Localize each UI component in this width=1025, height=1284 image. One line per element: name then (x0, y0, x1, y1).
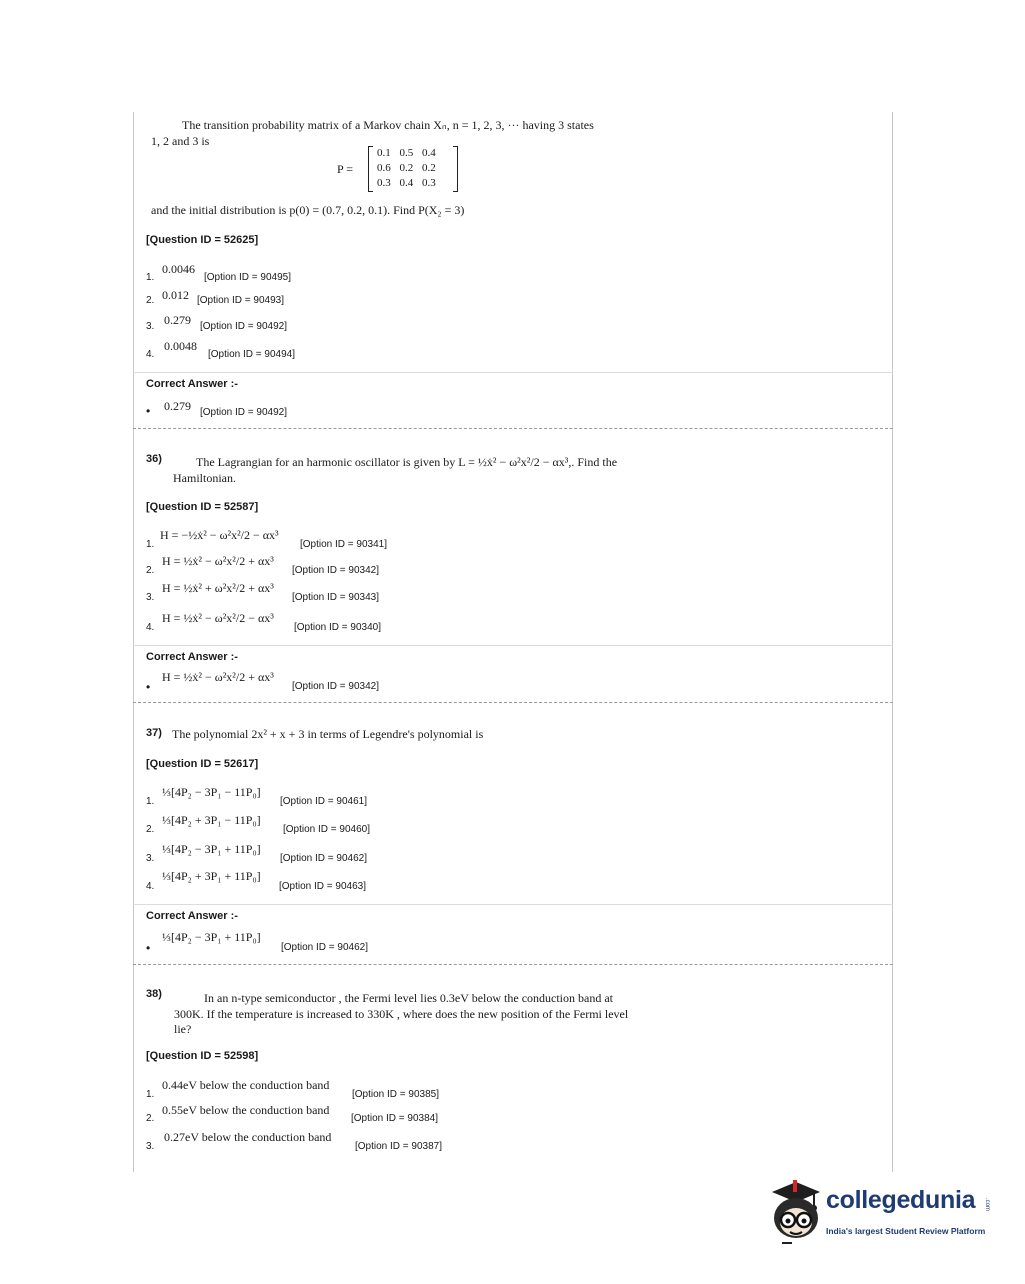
option-value: ⅓[4P₂ + 3P₁ + 11P₀] (162, 869, 261, 883)
option-value: ⅓[4P₂ − 3P₁ − 11P₀] (162, 785, 261, 799)
option-number: 3. (146, 321, 155, 332)
q36-separator-dashed (133, 702, 893, 703)
option-id: [Option ID = 90463] (279, 881, 367, 892)
q35-question-id: [Question ID = 52625] (146, 234, 259, 246)
q35-matrix-row-3: 0.3 0.4 0.3 (377, 177, 436, 189)
option-number: 2. (146, 295, 155, 306)
answer-value: ⅓[4P₂ − 3P₁ + 11P₀] (162, 930, 261, 944)
q37-separator-solid (133, 904, 893, 905)
option-id: [Option ID = 90342] (292, 565, 380, 576)
option-value: ⅓[4P₂ + 3P₁ − 11P₀] (162, 813, 261, 827)
option-value: 0.27eV below the conduction band (164, 1130, 332, 1144)
option-number: 3. (146, 592, 155, 603)
answer-value: 0.279 (164, 399, 191, 413)
option-number: 1. (146, 539, 155, 550)
q35-matrix-row-1: 0.1 0.5 0.4 (377, 147, 436, 159)
option-id: [Option ID = 90494] (208, 349, 296, 360)
option-id: [Option ID = 90343] (292, 592, 380, 603)
option-id: [Option ID = 90493] (197, 295, 285, 306)
q38-text-line2: 300K. If the temperature is increased to 330K , where does the new position of the Fermi level (174, 1007, 629, 1021)
q35-text-line1: The transition probability matrix of a Markov chain Xₙ, n = 1, 2, 3, ··· having 3 states (182, 118, 594, 132)
q35-separator-dashed (133, 428, 893, 429)
bullet-icon: • (146, 404, 151, 418)
collegedunia-logo[interactable] (766, 1176, 996, 1248)
logo-com: .com (984, 1198, 990, 1212)
option-id: [Option ID = 90340] (294, 622, 382, 633)
option-number: 3. (146, 1141, 155, 1152)
page-frame-right (892, 112, 893, 1172)
q36-separator-solid (133, 645, 893, 646)
option-id: [Option ID = 90461] (280, 796, 368, 807)
mascot-icon (766, 1176, 826, 1248)
option-value: H = ½ẋ² − ω²x²/2 + αx³ (162, 554, 274, 568)
option-value: 0.279 (164, 313, 191, 327)
q36-text-line2: Hamiltonian. (173, 471, 236, 485)
q35-matrix-label: P = (337, 162, 353, 176)
bullet-icon: • (146, 680, 151, 694)
option-number: 3. (146, 853, 155, 864)
option-number: 1. (146, 1089, 155, 1100)
option-value: H = ½ẋ² − ω²x²/2 − αx³ (162, 611, 274, 625)
option-value: 0.0048 (164, 339, 197, 353)
q35-matrix (368, 146, 458, 192)
option-number: 2. (146, 824, 155, 835)
page-frame-left (133, 112, 134, 1172)
option-value: 0.012 (162, 288, 189, 302)
option-value: 0.44eV below the conduction band (162, 1078, 330, 1092)
option-id: [Option ID = 90341] (300, 539, 388, 550)
logo-tagline: India's largest Student Review Platform (826, 1226, 986, 1236)
answer-value: H = ½ẋ² − ω²x²/2 + αx³ (162, 670, 274, 684)
option-id: [Option ID = 90384] (351, 1113, 439, 1124)
q36-correct-label: Correct Answer :- (146, 651, 238, 663)
answer-id: [Option ID = 90342] (292, 681, 380, 692)
q38-text-line3: lie? (174, 1022, 192, 1036)
logo-brand: collegedunia (826, 1186, 976, 1214)
q37-question-id: [Question ID = 52617] (146, 758, 259, 770)
option-number: 1. (146, 272, 155, 283)
option-id: [Option ID = 90495] (204, 272, 292, 283)
bullet-icon: • (146, 941, 151, 955)
q38-number: 38) (146, 988, 162, 1000)
q37-correct-label: Correct Answer :- (146, 910, 238, 922)
option-id: [Option ID = 90462] (280, 853, 368, 864)
option-number: 4. (146, 349, 155, 360)
answer-id: [Option ID = 90492] (200, 407, 288, 418)
option-id: [Option ID = 90460] (283, 824, 371, 835)
option-id: [Option ID = 90492] (200, 321, 288, 332)
q35-correct-label: Correct Answer :- (146, 378, 238, 390)
q35-matrix-row-2: 0.6 0.2 0.2 (377, 162, 436, 174)
q37-text: The polynomial 2x² + x + 3 in terms of Legendre's polynomial is (172, 727, 484, 741)
q36-number: 36) (146, 453, 162, 465)
option-number: 4. (146, 881, 155, 892)
q37-number: 37) (146, 727, 162, 739)
option-value: 0.55eV below the conduction band (162, 1103, 330, 1117)
option-number: 1. (146, 796, 155, 807)
q35-separator-solid (133, 372, 893, 373)
option-number: 2. (146, 1113, 155, 1124)
option-value: ⅓[4P₂ − 3P₁ + 11P₀] (162, 842, 261, 856)
option-value: H = −½ẋ² − ω²x²/2 − αx³ (160, 528, 279, 542)
option-id: [Option ID = 90387] (355, 1141, 443, 1152)
option-id: [Option ID = 90385] (352, 1089, 440, 1100)
option-number: 2. (146, 565, 155, 576)
q38-text-line1: In an n-type semiconductor , the Fermi level lies 0.3eV below the conduction band at (204, 991, 614, 1005)
q36-question-id: [Question ID = 52587] (146, 501, 259, 513)
q37-separator-dashed (133, 964, 893, 965)
q38-question-id: [Question ID = 52598] (146, 1050, 259, 1062)
option-value: 0.0046 (162, 262, 195, 276)
q35-text-line2: 1, 2 and 3 is (151, 134, 210, 148)
answer-id: [Option ID = 90462] (281, 942, 369, 953)
q36-text-line1: The Lagrangian for an harmonic oscillator is given by L = ½ẋ² − ω²x²/2 − αx³,. Find the (196, 455, 618, 469)
q35-text-line3: and the initial distribution is p(0) = (0.7, 0.2, 0.1). Find P(X₂ = 3) (151, 203, 465, 217)
option-number: 4. (146, 622, 155, 633)
option-value: H = ½ẋ² + ω²x²/2 + αx³ (162, 581, 274, 595)
